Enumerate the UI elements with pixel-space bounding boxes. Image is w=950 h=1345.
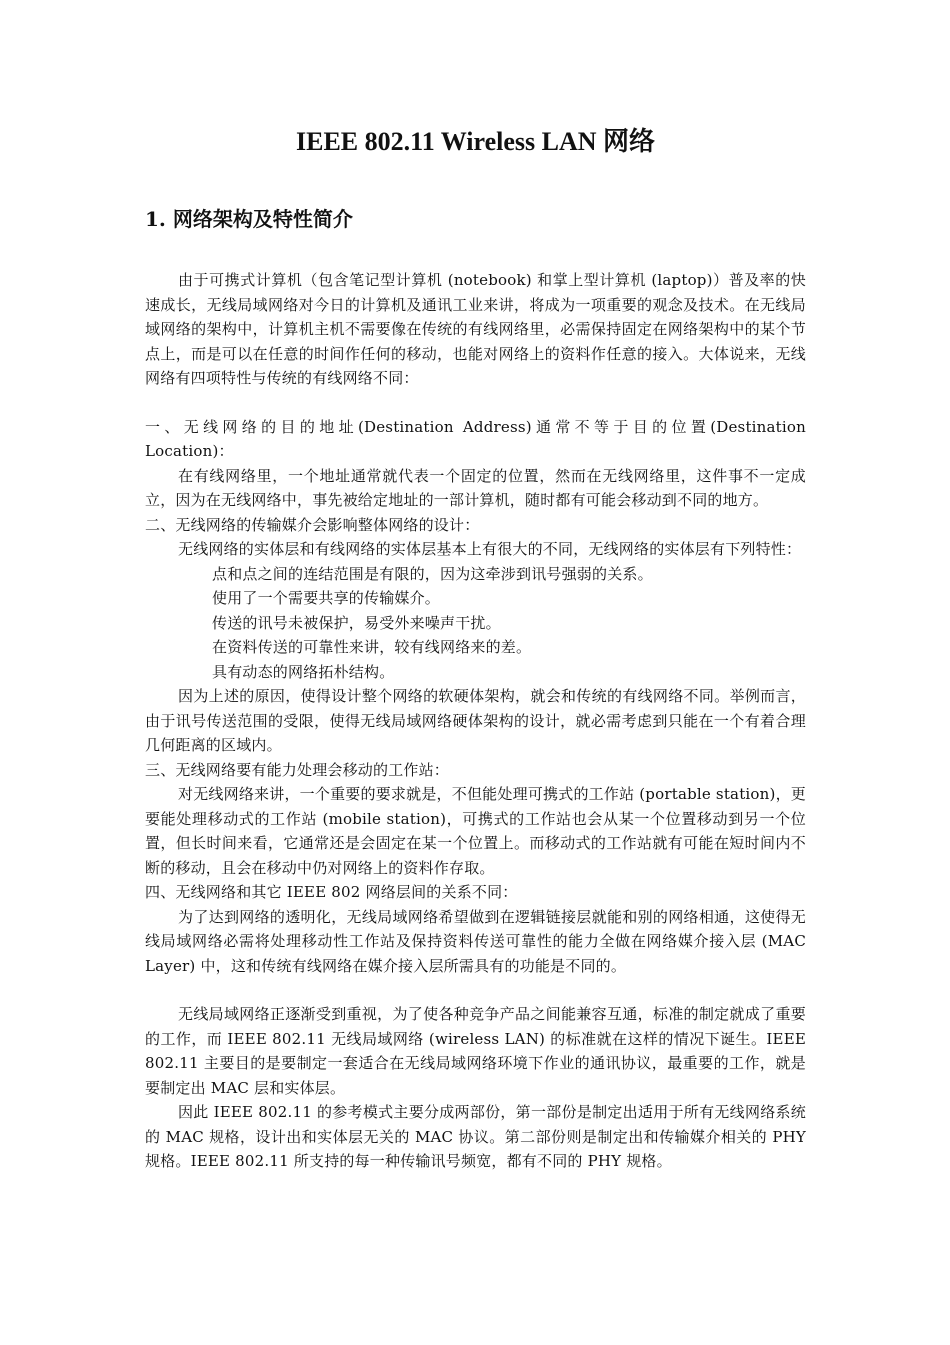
feature-2-body: 无线网络的实体层和有线网络的实体层基本上有很大的不同，无线网络的实体层有下列特性： <box>178 540 802 558</box>
standard-paragraph: 无线局域网络正逐渐受到重视，为了使各种竞争产品之间能兼容互通，标准的制定就成了重要的工作，而 IEEE 802.11 无线局域网络 (wireless LAN) 的标准就在这样的情况下诞生。IEEE 802.11 主要目的是要制定一套适合在无线局域网络环境下作业的通讯协议，最重要的工作，就是要制定出 MAC 层和实体层。 <box>145 1005 806 1097</box>
section-body <box>145 268 806 1174</box>
list-item: 在资料传送的可靠性来讲，较有线网络来的差。 <box>212 638 532 656</box>
reference-model-paragraph: 因此 IEEE 802.11 的参考模式主要分成两部份，第一部份是制定出适用于所有无线网络系统的 MAC 规格，设计出和实体层无关的 MAC 协议。第二部份则是制定出和传输媒介相关的 PHY 规格。IEEE 802.11 所支持的每一种传输讯号频宽，都有不同的 PHY 规格。 <box>145 1103 806 1170</box>
list-item: 点和点之间的连结范围是有限的，因为这牵涉到讯号强弱的关系。 <box>212 564 653 583</box>
feature-2-list <box>145 562 806 685</box>
feature-4-body: 为了达到网络的透明化，无线局域网络希望做到在逻辑链接层就能和别的网络相通，这使得无线局域网络必需将处理移动性工作站及保持资料传送可靠性的能力全做在网络媒介接入层 (MAC Layer) 中，这和传统有线网络在媒介接入层所需具有的功能是不同的。 <box>145 907 806 975</box>
feature-3-body: 对无线网络来讲，一个重要的要求就是，不但能处理可携式的工作站 (portable station)，更要能处理移动式的工作站 (mobile station)，可携式的工作站也会从某一个位置移动到另一个位置，但长时间来看，它通常还是会固定在某一个位置上。而移动式的工作站就有可能在短时间内不断的移动，且会在移动中仍对网络上的资料作存取。 <box>145 785 806 877</box>
paragraph-spacer <box>145 391 806 415</box>
feature-1-body: 在有线网络里，一个地址通常就代表一个固定的位置，然而在无线网络里，这件事不一定成立，因为在无线网络中，事先被给定地址的一部计算机，随时都有可能会移动到不同的地方。 <box>145 466 806 509</box>
document-title: IEEE 802.11 Wireless LAN 网络 <box>296 127 655 156</box>
feature-2-tail: 因为上述的原因，使得设计整个网络的软硬体架构，就会和传统的有线网络不同。举例而言，由于讯号传送范围的受限，使得无线局域网络硬体架构的设计，就必需考虑到只能在一个有着合理几何距离的区域内。 <box>145 687 806 754</box>
section-heading: 1. 网络架构及特性简介 <box>145 207 353 231</box>
list-item: 具有动态的网络拓朴结构。 <box>212 662 395 681</box>
feature-1-heading: 一、无线网络的目的地址(Destination Address)通常不等于目的位置(Destination Location)： <box>145 417 806 460</box>
feature-3-heading: 三、无线网络要有能力处理会移动的工作站： <box>145 760 450 779</box>
paragraph-spacer <box>145 978 806 1002</box>
intro-paragraph: 由于可携式计算机（包含笔记型计算机 (notebook) 和掌上型计算机 (laptop)）普及率的快速成长，无线局域网络对今日的计算机及通讯工业来讲，将成为一项重要的观念及技术。在无线局域网络的架构中，计算机主机不需要像在传统的有线网络里，必需保持固定在网络架构中的某个节点上，而是可以在任意的时间作任何的移动，也能对网络上的资料作任意的接入。大体说来，无线网络有四项特性与传统的有线网络不同： <box>145 271 806 387</box>
feature-4-heading: 四、无线网络和其它 IEEE 802 网络层间的关系不同： <box>145 883 518 901</box>
feature-2-heading: 二、无线网络的传输媒介会影响整体网络的设计： <box>145 515 480 534</box>
list-item: 使用了一个需要共享的传输媒介。 <box>212 589 441 607</box>
list-item: 传送的讯号未被保护，易受外来噪声干扰。 <box>212 613 501 632</box>
